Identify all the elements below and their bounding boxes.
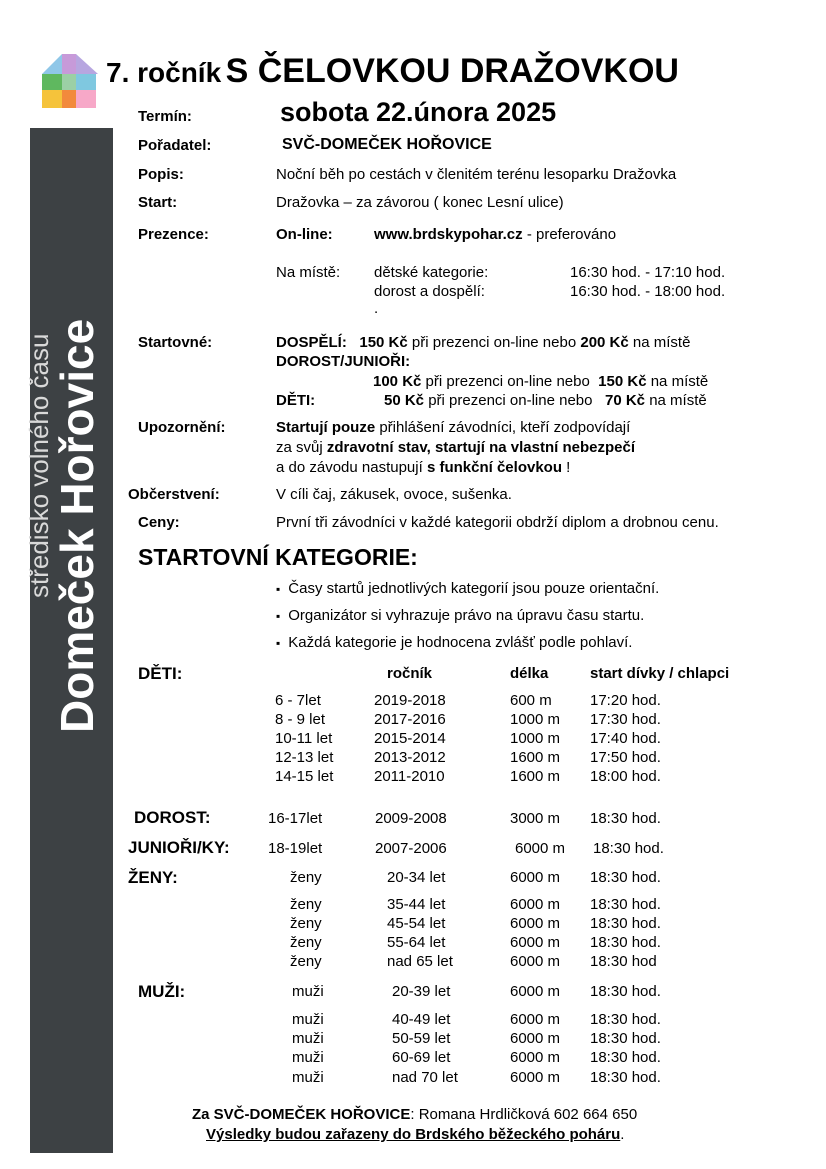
startovne-label: Startovné: xyxy=(138,334,213,351)
domecek-logo-icon xyxy=(40,52,100,110)
deti-cell: 10-11 let xyxy=(275,730,333,747)
fee-adults xyxy=(276,334,690,351)
sidebar-line1: středisko volného času xyxy=(24,333,54,598)
deti-cell: 1600 m xyxy=(510,749,561,766)
muzi-cell: 6000 m xyxy=(510,983,561,1000)
fee-kids-text: při prezenci on-line nebo xyxy=(428,392,593,409)
muzi-cell: 20-39 let xyxy=(392,983,451,1000)
fee-adults-end: na místě xyxy=(632,334,691,351)
prezence-label: Prezence: xyxy=(138,226,209,243)
adult-time: 16:30 hod. - 18:00 hod. xyxy=(570,283,726,300)
zeny-cell: 45-54 let xyxy=(387,915,446,932)
juniori-time: 18:30 hod. xyxy=(593,840,664,857)
muzi-cell: 18:30 hod. xyxy=(590,983,661,1000)
warning-end3: ! xyxy=(562,459,571,476)
kids-cat: dětské kategorie: xyxy=(374,264,489,281)
zeny-cell: 18:30 hod. xyxy=(590,934,661,951)
zeny-cell: 18:30 hod xyxy=(590,953,657,970)
sidebar-text xyxy=(24,128,113,1153)
obcerstveni-label: Občerstvení: xyxy=(128,486,220,503)
fee-kids-label: DĚTI: xyxy=(276,392,316,409)
dorost-year: 2009-2008 xyxy=(375,810,447,827)
zeny-label: ŽENY: xyxy=(128,868,178,887)
warning-text1: přihlášení závodníci, kteří zodpovídají xyxy=(375,419,631,436)
poradatel-value: SVČ-DOMEČEK HOŘOVICE xyxy=(282,136,492,153)
deti-cell: 2017-2016 xyxy=(374,711,446,728)
juniori-label: JUNIOŘI/KY: xyxy=(128,838,230,857)
sidebar-line2: Domeček Hořovice xyxy=(51,318,103,733)
deti-cell: 2019-2018 xyxy=(374,692,446,709)
fee-adults-onsite: 200 Kč xyxy=(580,334,629,351)
muzi-cell: 6000 m xyxy=(510,1011,561,1028)
fee-kids-online: 50 Kč xyxy=(384,392,425,409)
namiste-label: Na místě: xyxy=(276,264,341,281)
zeny-cell: 18:30 hod. xyxy=(590,896,661,913)
zeny-cell: 55-64 let xyxy=(387,934,446,951)
col-start: start dívky / chlapci xyxy=(590,665,730,682)
fee-juniors-label: DOROST/JUNIOŘI: xyxy=(276,353,411,370)
fee-kids xyxy=(384,392,707,409)
deti-label: DĚTI: xyxy=(138,664,183,683)
muzi-cell: nad 70 let xyxy=(392,1069,458,1086)
col-delka: délka xyxy=(510,665,549,682)
termin-label: Termín: xyxy=(138,108,192,125)
deti-cell: 1600 m xyxy=(510,768,561,785)
fee-kids-onsite: 70 Kč xyxy=(605,392,646,409)
zeny-cell: ženy xyxy=(290,869,322,886)
footer-results-text: Výsledky budou zařazeny do Brdského běžeckého poháru xyxy=(206,1126,621,1143)
dorost-time: 18:30 hod. xyxy=(590,810,661,827)
zeny-cell: 6000 m xyxy=(510,869,561,886)
muzi-cell: 18:30 hod. xyxy=(590,1069,661,1086)
dorost-age: 16-17let xyxy=(268,810,323,827)
deti-cell: 17:40 hod. xyxy=(590,730,661,747)
upozorneni-label: Upozornění: xyxy=(138,419,226,436)
muzi-cell: 18:30 hod. xyxy=(590,1011,661,1028)
deti-cell: 12-13 let xyxy=(275,749,334,766)
zeny-cell: nad 65 let xyxy=(387,953,453,970)
zeny-cell: 6000 m xyxy=(510,896,561,913)
online-label: On-line: xyxy=(276,226,333,243)
deti-cell: 1000 m xyxy=(510,711,561,728)
zeny-cell: ženy xyxy=(290,934,322,951)
deti-cell: 2015-2014 xyxy=(374,730,446,747)
warning-bold2: zdravotní stav, startují na vlastní nebezpečí xyxy=(326,439,636,456)
muzi-cell: 40-49 let xyxy=(392,1011,451,1028)
kids-time: 16:30 hod. - 17:10 hod. xyxy=(570,264,726,281)
warning-text2: za svůj xyxy=(276,439,327,456)
zeny-cell: ženy xyxy=(290,896,322,913)
footer-results-end: . xyxy=(620,1126,625,1143)
fee-juniors xyxy=(373,373,708,390)
fee-adults-text: při prezenci on-line nebo xyxy=(411,334,577,351)
deti-cell: 2011-2010 xyxy=(374,768,445,785)
adult-cat: dorost a dospělí: xyxy=(374,283,485,300)
title-name: S ČELOVKOU DRAŽOVKOU xyxy=(225,52,679,90)
zeny-cell: 18:30 hod. xyxy=(590,915,661,932)
ceny-label: Ceny: xyxy=(138,514,180,531)
zeny-cell: ženy xyxy=(290,953,322,970)
note-item: ▪ Časy startů jednotlivých kategorií jsou pouze orientační. xyxy=(276,580,659,607)
muzi-cell: muži xyxy=(292,1049,324,1066)
warning-line2 xyxy=(276,439,635,456)
ceny-value: První tři závodníci v každé kategorii obdrží diplom a drobnou cenu. xyxy=(276,514,719,531)
online-url: www.brdskypohar.cz xyxy=(374,226,523,243)
poradatel-label: Pořadatel: xyxy=(138,137,212,154)
zeny-cell: 6000 m xyxy=(510,934,561,951)
deti-cell: 600 m xyxy=(510,692,552,709)
warning-bold1: Startují pouze xyxy=(276,419,376,436)
deti-cell: 1000 m xyxy=(510,730,561,747)
footer-results xyxy=(206,1126,624,1143)
warning-bold3: s funkční čelovkou xyxy=(426,459,562,476)
start-label: Start: xyxy=(138,194,178,211)
online-note: - preferováno xyxy=(526,226,617,243)
zeny-cell: 6000 m xyxy=(510,953,561,970)
fee-kids-end: na místě xyxy=(649,392,707,409)
termin-value: sobota 22.února 2025 xyxy=(280,97,557,127)
juniori-length: 6000 m xyxy=(515,840,566,857)
muzi-label: MUŽI: xyxy=(138,982,186,1001)
zeny-cell: 18:30 hod. xyxy=(590,869,661,886)
footer-contact xyxy=(192,1106,637,1123)
muzi-cell: muži xyxy=(292,1030,324,1047)
muzi-cell: 6000 m xyxy=(510,1069,561,1086)
juniori-year: 2007-2006 xyxy=(375,840,447,857)
footer-org: Za SVČ-DOMEČEK HOŘOVICE xyxy=(192,1106,411,1123)
muzi-cell: 6000 m xyxy=(510,1049,561,1066)
zeny-cell: 6000 m xyxy=(510,915,561,932)
deti-cell: 17:30 hod. xyxy=(590,711,661,728)
fee-adults-label: DOSPĚLÍ: xyxy=(276,334,347,351)
deti-cell: 18:00 hod. xyxy=(590,768,661,785)
fee-juniors-text: při prezenci on-line nebo xyxy=(425,373,590,390)
fee-juniors-online: 100 Kč xyxy=(373,373,422,390)
warning-text3: a do závodu nastupují xyxy=(276,459,427,476)
note-item: ▪ Organizátor si vyhrazuje právo na úpravu času startu. xyxy=(276,607,659,634)
dot-mark: . xyxy=(374,300,379,317)
dorost-label: DOROST: xyxy=(134,808,211,827)
muzi-cell: 18:30 hod. xyxy=(590,1030,661,1047)
footer-contact-person: : Romana Hrdličková 602 664 650 xyxy=(410,1106,638,1123)
muzi-cell: muži xyxy=(292,983,324,1000)
zeny-cell: ženy xyxy=(290,915,322,932)
muzi-cell: 50-59 let xyxy=(392,1030,451,1047)
juniori-age: 18-19let xyxy=(268,840,323,857)
obcerstveni-value: V cíli čaj, zákusek, ovoce, sušenka. xyxy=(276,486,512,503)
deti-cell: 17:50 hod. xyxy=(590,749,661,766)
dorost-length: 3000 m xyxy=(510,810,561,827)
note-item: ▪ Každá kategorie je hodnocena zvlášť podle pohlaví. xyxy=(276,634,659,661)
muzi-cell: muži xyxy=(292,1011,324,1028)
fee-juniors-end: na místě xyxy=(650,373,709,390)
muzi-cell: 18:30 hod. xyxy=(590,1049,661,1066)
page-title xyxy=(106,52,679,91)
fee-adults-online: 150 Kč xyxy=(359,334,408,351)
fee-juniors-onsite: 150 Kč xyxy=(598,373,647,390)
deti-cell: 14-15 let xyxy=(275,768,334,785)
warning-line1 xyxy=(276,419,630,436)
deti-cell: 8 - 9 let xyxy=(275,711,326,728)
title-ordinal: 7. ročník xyxy=(106,57,222,88)
zeny-cell: 20-34 let xyxy=(387,869,446,886)
col-rocnik: ročník xyxy=(387,665,433,682)
muzi-cell: 60-69 let xyxy=(392,1049,451,1066)
muzi-cell: muži xyxy=(292,1069,324,1086)
popis-value: Noční běh po cestách v členitém terénu lesoparku Dražovka xyxy=(276,166,677,183)
zeny-cell: 35-44 let xyxy=(387,896,446,913)
muzi-cell: 6000 m xyxy=(510,1030,561,1047)
notes-list xyxy=(276,580,659,661)
start-value: Dražovka – za závorou ( konec Lesní ulice) xyxy=(276,194,564,211)
deti-cell: 6 - 7let xyxy=(275,692,321,709)
popis-label: Popis: xyxy=(138,166,184,183)
categories-heading: STARTOVNÍ KATEGORIE: xyxy=(138,544,418,570)
warning-line3 xyxy=(276,459,570,476)
online-line xyxy=(374,226,616,243)
deti-cell: 17:20 hod. xyxy=(590,692,661,709)
deti-cell: 2013-2012 xyxy=(374,749,446,766)
